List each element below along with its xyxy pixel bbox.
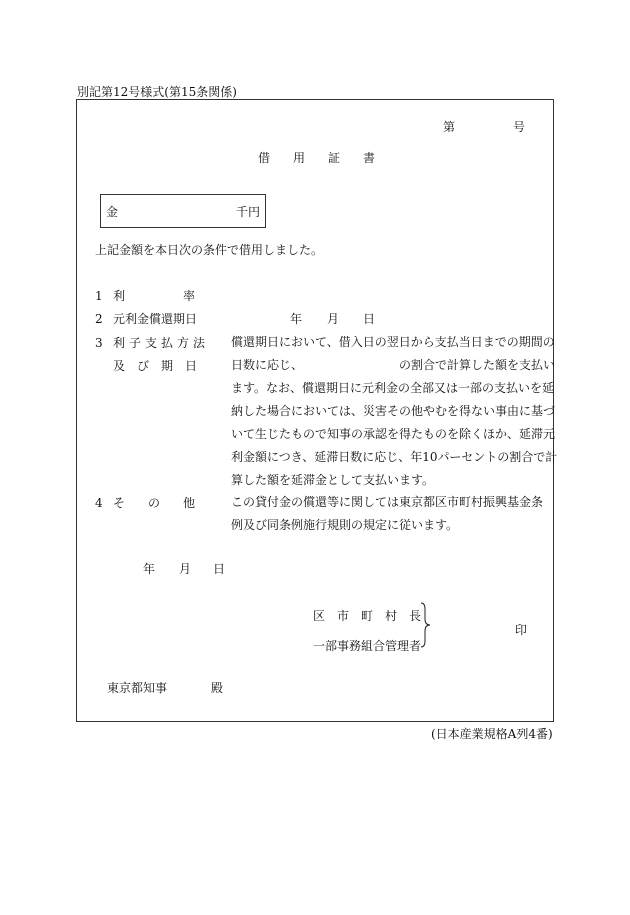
item-3-text-line [231, 354, 557, 377]
item-3-text-line: いて生じたもので知事の承認を得たものを除くほか、延滞元 [231, 427, 556, 441]
item-2-number: 2 [95, 312, 103, 326]
item-4-number: 4 [95, 496, 103, 510]
item-4-label-char: の [148, 496, 161, 510]
item-2-year: 年 [290, 312, 303, 326]
item-2-month: 月 [327, 312, 340, 326]
item-3-number: 3 [95, 336, 103, 350]
item-3-label-char: 利 [113, 336, 126, 350]
title-char: 借 [258, 151, 271, 165]
borrower-title-char: 市 [337, 609, 350, 623]
item-4-text-line: 例及び同条例施行規則の規定に従います。 [231, 518, 459, 532]
item-1-label-char: 利 [113, 289, 126, 303]
curly-brace-icon [420, 602, 432, 648]
item-3-label-char: 方 [177, 336, 190, 350]
item-4-label-char: そ [113, 496, 126, 510]
item-3-text-line: 納した場合においては、災害その他やむを得ない事由に基づ [231, 404, 556, 418]
item-3-label-char: 期 [161, 359, 174, 373]
item-3-text-line: ます。なお、償還期日に元利金の全部又は一部の支払いを延 [231, 381, 555, 395]
item-1-label-char: 率 [183, 289, 196, 303]
date-year: 年 [143, 562, 156, 576]
amount-kin: 金 [106, 205, 119, 219]
item-3-label-char: 子 [129, 336, 142, 350]
borrower-title-char: 村 [385, 609, 398, 623]
item-2-day: 日 [363, 312, 376, 326]
amount-unit: 千円 [236, 205, 261, 219]
addressee-honorific: 殿 [211, 681, 224, 695]
title-char: 証 [328, 151, 341, 165]
item-3-label-char: 日 [185, 359, 198, 373]
borrower-title-char: 町 [361, 609, 374, 623]
number-go: 号 [513, 120, 526, 134]
number-dai: 第 [443, 120, 456, 134]
item-4-text-line: この貸付金の償還等に関しては東京都区市町村振興基金条 [231, 495, 544, 509]
item-3-text [231, 331, 557, 492]
date-day: 日 [213, 562, 226, 576]
item-3-label-char: 払 [161, 336, 174, 350]
item-3-text-line: 償還期日において、借入日の翌日から支払当日までの期間の [231, 335, 555, 349]
borrower-title-char: 長 [409, 609, 422, 623]
seal-mark: 印 [515, 623, 528, 637]
item-3-label-char: 法 [193, 336, 206, 350]
item-1-number: 1 [95, 289, 103, 303]
item-4-label-char: 他 [183, 496, 196, 510]
intro-text: 上記金額を本日次の条件で借用しました。 [95, 243, 324, 257]
date-month: 月 [179, 562, 192, 576]
item-4-text [231, 491, 543, 537]
item-3-text-line: 利金額につき、延滞日数に応じ、年10パーセントの割合で計 [231, 450, 558, 464]
title-char: 用 [293, 151, 306, 165]
addressee-name: 東京都知事 [107, 681, 168, 695]
borrower-title-char: 区 [313, 609, 326, 623]
paper-size-note: (日本産業規格A列4番) [431, 727, 553, 741]
item-3-text-line2-head: 日数に応じ、 [231, 358, 304, 372]
item-3-text-line2-tail: の割合で計算した額を支払い [399, 358, 556, 372]
item-3-text-line: 算した額を延滞金として支払います。 [231, 473, 435, 487]
form-label: 別記第12号様式(第15条関係) [77, 85, 237, 99]
borrower-title-line2: 一部事務組合管理者 [313, 639, 422, 653]
item-2-label: 元利金償還期日 [113, 312, 198, 326]
title-char: 書 [363, 151, 376, 165]
item-3-label-char: 及 [113, 359, 126, 373]
item-3-label-char: 支 [145, 336, 158, 350]
item-3-label-char: び [137, 359, 150, 373]
